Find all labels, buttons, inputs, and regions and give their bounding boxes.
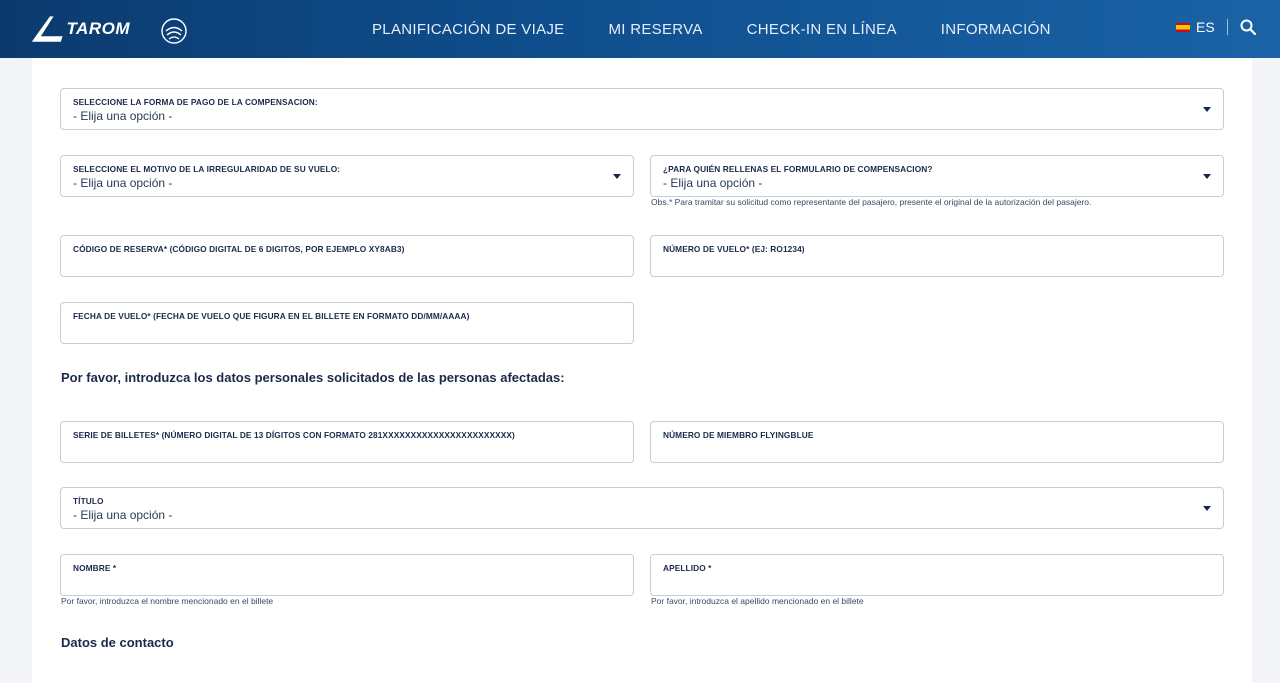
- irregularity-reason-value: - Elija una opción -: [73, 176, 173, 190]
- booking-code-input[interactable]: [60, 235, 634, 277]
- site-header: [0, 0, 1280, 58]
- irregularity-reason-label: SELECCIONE EL MOTIVO DE LA IRREGULARIDAD DE SU VUELO:: [73, 164, 341, 174]
- nav-my-booking[interactable]: MI RESERVA: [608, 20, 703, 38]
- title-select[interactable]: [60, 487, 1224, 529]
- payment-method-value: - Elija una opción -: [73, 109, 173, 123]
- flyingblue-number-label: NÚMERO DE MIEMBRO FLYINGBLUE: [663, 430, 814, 440]
- flight-date-input[interactable]: [60, 302, 634, 344]
- ticket-series-input[interactable]: [60, 421, 634, 463]
- payment-method-label: SELECCIONE LA FORMA DE PAGO DE LA COMPENSACION:: [73, 97, 318, 107]
- ticket-series-label: SERIE DE BILLETES* (NÚMERO DIGITAL DE 13 DÍGITOS CON FORMATO 281XXXXXXXXXXXXXXXXXXXXXXX): [73, 430, 515, 440]
- first-name-hint: Por favor, introduzca el nombre mencionado en el billete: [61, 596, 274, 606]
- title-label: TÍTULO: [73, 496, 104, 506]
- flyingblue-number-input[interactable]: [650, 421, 1224, 463]
- booking-code-label: CÓDIGO DE RESERVA* (CÓDIGO DIGITAL DE 6 DIGITOS, POR EJEMPLO XY8AB3): [73, 244, 405, 254]
- chevron-down-icon: [1203, 506, 1211, 511]
- representative-note: Obs.* Para tramitar su solicitud como representante del pasajero, presente el original de la autorización del pasajero.: [651, 197, 1092, 207]
- tarom-logo[interactable]: [30, 12, 130, 46]
- search-icon[interactable]: [1240, 19, 1256, 35]
- skyteam-logo[interactable]: [155, 12, 191, 46]
- contact-section-title: Datos de contacto: [61, 635, 174, 650]
- form-for-whom-label: ¿PARA QUIÉN RELLENAS EL FORMULARIO DE COMPENSACION?: [663, 164, 933, 174]
- last-name-hint: Por favor, introduzca el apellido mencionado en el billete: [651, 596, 864, 606]
- nav-trip-planning[interactable]: PLANIFICACIÓN DE VIAJE: [372, 20, 565, 38]
- flight-date-label: FECHA DE VUELO* (FECHA DE VUELO QUE FIGURA EN EL BILLETE EN FORMATO DD/MM/AAAA): [73, 311, 470, 321]
- skyteam-icon: [155, 12, 191, 46]
- spain-flag-icon: [1176, 23, 1190, 32]
- flight-number-input[interactable]: [650, 235, 1224, 277]
- form-for-whom-value: - Elija una opción -: [663, 176, 763, 190]
- first-name-label: NOMBRE *: [73, 563, 117, 573]
- language-code: ES: [1196, 19, 1215, 35]
- irregularity-reason-select[interactable]: [60, 155, 634, 197]
- chevron-down-icon: [1203, 107, 1211, 112]
- last-name-input[interactable]: [650, 554, 1224, 596]
- form-for-whom-select[interactable]: [650, 155, 1224, 197]
- language-switcher[interactable]: [1176, 19, 1256, 35]
- compensation-form: [32, 58, 1252, 683]
- divider: [1227, 19, 1228, 35]
- tarom-swallow-icon: [30, 13, 64, 45]
- personal-data-section-title: Por favor, introduzca los datos personales solicitados de las personas afectadas:: [61, 370, 565, 385]
- chevron-down-icon: [1203, 174, 1211, 179]
- first-name-input[interactable]: [60, 554, 634, 596]
- nav-online-checkin[interactable]: CHECK-IN EN LÍNEA: [746, 20, 897, 38]
- nav-information[interactable]: INFORMACIÓN: [940, 20, 1051, 38]
- logo-text: TAROM: [66, 19, 130, 38]
- title-value: - Elija una opción -: [73, 508, 173, 522]
- chevron-down-icon: [613, 174, 621, 179]
- main-nav: [372, 0, 1095, 58]
- last-name-label: APELLIDO *: [663, 563, 712, 573]
- payment-method-select[interactable]: [60, 88, 1224, 130]
- flight-number-label: NÚMERO DE VUELO* (EJ: RO1234): [663, 244, 805, 254]
